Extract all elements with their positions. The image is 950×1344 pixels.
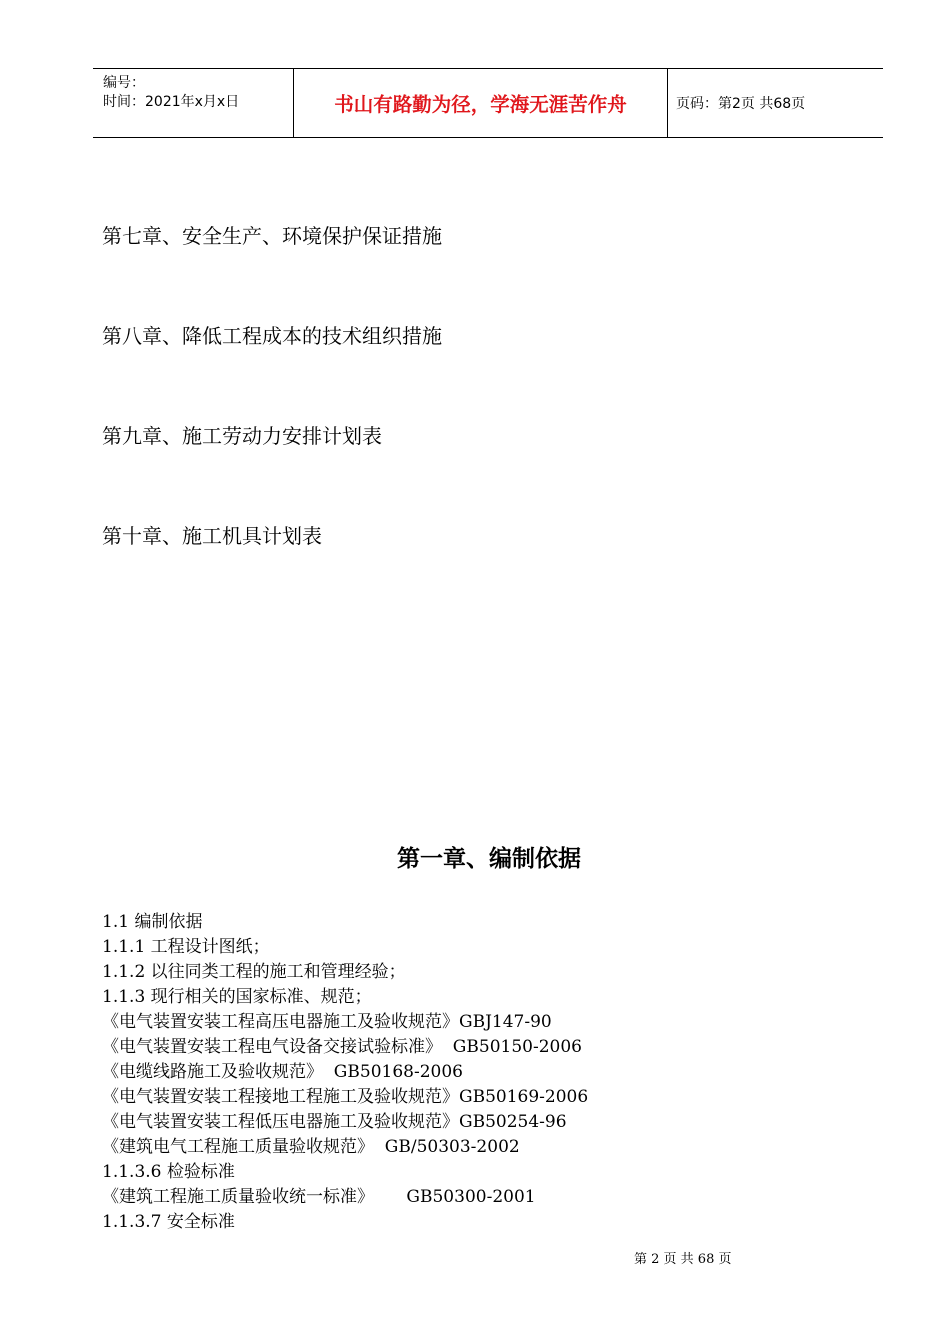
document-number-label: 编号： (103, 75, 145, 91)
body-line: 1.1.1 工程设计图纸； (102, 937, 270, 957)
body-line: 《电气装置安装工程接地工程施工及验收规范》GB50169-2006 (102, 1087, 589, 1107)
page-footer: 第 2 页 共 68 页 (634, 1252, 732, 1267)
body-line: 《建筑电气工程施工质量验收规范》 GB/50303-2002 (102, 1137, 520, 1157)
header-motto: 书山有路勤为径，学海无涯苦作舟 (294, 69, 668, 137)
body-line: 《建筑工程施工质量验收统一标准》 GB50300-2001 (102, 1187, 536, 1207)
toc-item: 第七章、安全生产、环境保护保证措施 (102, 224, 442, 248)
body-line: 1.1 编制依据 (102, 912, 203, 932)
header-left-cell (93, 69, 294, 137)
body-line: 《电气装置安装工程电气设备交接试验标准》 GB50150-2006 (102, 1037, 582, 1057)
body-line: 《电气装置安装工程低压电器施工及验收规范》GB50254-96 (102, 1112, 567, 1132)
body-line: 1.1.3.6 检验标准 (102, 1162, 235, 1182)
page-header (93, 68, 883, 138)
body-line: 《电缆线路施工及验收规范》 GB50168-2006 (102, 1062, 463, 1082)
body-line: 1.1.2 以往同类工程的施工和管理经验； (102, 962, 406, 982)
chapter-title: 第一章、编制依据 (397, 846, 581, 872)
toc-item: 第九章、施工劳动力安排计划表 (102, 424, 382, 448)
header-page-info: 页码：第2页 共68页 (676, 96, 806, 112)
document-time-label: 时间：2021年x月x日 (103, 94, 240, 110)
body-line: 1.1.3 现行相关的国家标准、规范； (102, 987, 372, 1007)
body-line: 《电气装置安装工程高压电器施工及验收规范》GBJ147-90 (102, 1012, 552, 1032)
body-line: 1.1.3.7 安全标准 (102, 1212, 235, 1232)
toc-item: 第八章、降低工程成本的技术组织措施 (102, 324, 442, 348)
toc-item: 第十章、施工机具计划表 (102, 524, 322, 548)
